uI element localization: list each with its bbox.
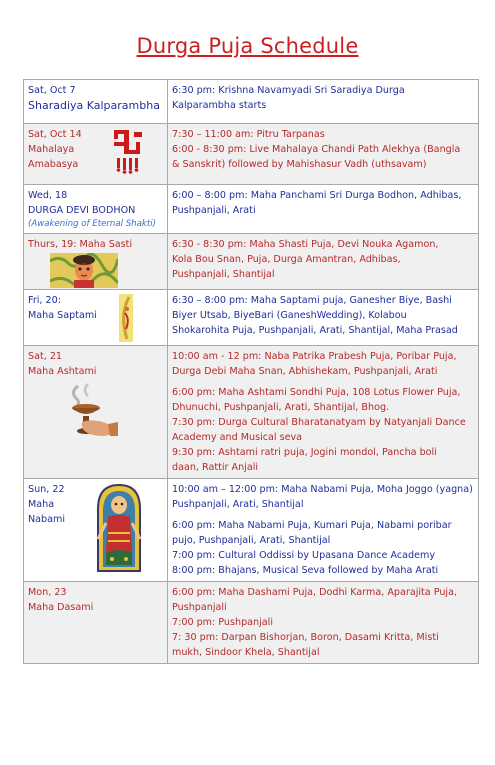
date-cell (24, 124, 168, 185)
dhunuchi-image (62, 382, 120, 440)
event-line: 7:00 pm: Pushpanjali (172, 617, 274, 628)
date-cell (24, 234, 168, 290)
date-cell (24, 582, 168, 664)
event-line: Pushpanjali, Shantijal (172, 269, 275, 280)
row-date: Sat, 21 (28, 351, 63, 362)
event-line: 6:00 pm: Maha Dashami Puja, Dodhi Karma, Aparajita Puja, (172, 587, 458, 598)
table-row (24, 290, 479, 346)
date-cell (24, 80, 168, 124)
event-line: pujo, Pushpanjali, Arati, Shantijal (172, 535, 331, 546)
event-line: 6:00 pm: Maha Nabami Puja, Kumari Puja, Nabami poribar (172, 520, 452, 531)
row-name-line: Amabasya (28, 159, 79, 170)
event-line: Shokarohita Puja, Pushpanjali, Arati, Shantijal, Maha Prasad (172, 325, 458, 336)
events-cell (168, 290, 479, 346)
row-date: Fri, 20: (28, 295, 61, 306)
row-name-line: Mahalaya (28, 144, 75, 155)
table-row (24, 479, 479, 582)
date-cell (24, 185, 168, 234)
event-line: 6:00 – 8:00 pm: Maha Panchami Sri Durga Bodhon, Adhibas, (172, 190, 462, 201)
table-row (24, 346, 479, 479)
event-line: daan, Rattir Anjali (172, 462, 259, 473)
schedule-table (23, 79, 479, 664)
row-note: (Awakening of Eternal Shakti) (28, 219, 156, 229)
row-date: Sat, Oct 7 (28, 85, 76, 96)
event-line: 7: 30 pm: Darpan Bishorjan, Boron, Dasami Kritta, Misti (172, 632, 439, 643)
row-name-line: Nabami (28, 514, 66, 525)
event-line: 6:30 pm: Krishna Navamyadi Sri Saradiya Durga (172, 85, 405, 96)
events-cell (168, 479, 479, 582)
row-name: Sharadiya Kalparambha (28, 99, 160, 112)
mahalaya-symbol-icon (110, 128, 146, 174)
page-title: Durga Puja Schedule (136, 34, 359, 58)
row-date: Sat, Oct 14 (28, 129, 82, 140)
event-line: 10:00 am - 12 pm: Naba Patrika Prabesh Puja, Poribar Puja, (172, 351, 457, 362)
nabami-goddess-image (94, 483, 144, 575)
table-row (24, 80, 479, 124)
row-name: Maha Ashtami (28, 366, 97, 377)
event-line: 7:30 – 11:00 am: Pitru Tarpanas (172, 129, 325, 140)
date-cell (24, 479, 168, 582)
event-line: 6:30 – 8:00 pm: Maha Saptami puja, Ganesher Biye, Bashi (172, 295, 452, 306)
event-line: Biyer Utsab, BiyeBari (GaneshWedding), Kolabou (172, 310, 407, 321)
event-line: Pushpanjali, Arati, Shantijal (172, 499, 304, 510)
row-name: Maha Dasami (28, 602, 94, 613)
table-row (24, 124, 479, 185)
row-name: DURGA DEVI BODHON (28, 205, 136, 216)
event-line: Kola Bou Snan, Puja, Durga Amantran, Adhibas, (172, 254, 401, 265)
event-line: 6:00 pm: Maha Ashtami Sondhi Puja, 108 Lotus Flower Puja, (172, 387, 461, 398)
event-line: & Sanskrit) followed by Mahishasur Vadh (uthsavam) (172, 159, 427, 170)
event-line: Academy and Musical seva (172, 432, 303, 443)
events-cell (168, 185, 479, 234)
events-cell (168, 124, 479, 185)
event-line: 10:00 am – 12:00 pm: Maha Nabami Puja, Moha Joggo (yagna) (172, 484, 473, 495)
events-cell (168, 582, 479, 664)
row-date: Sun, 22 (28, 484, 65, 495)
event-line: Pushpanjali (172, 602, 227, 613)
event-line: Kalparambha starts (172, 100, 267, 111)
row-date: Mon, 23 (28, 587, 67, 598)
row-date: Wed, 18 (28, 190, 68, 201)
events-cell (168, 346, 479, 479)
event-line: Durga Debi Maha Snan, Abhishekam, Pushpanjali, Arati (172, 366, 438, 377)
event-line: 8:00 pm: Bhajans, Musical Seva followed by Maha Arati (172, 565, 439, 576)
events-cell (168, 80, 479, 124)
table-row (24, 234, 479, 290)
row-name-line: Maha (28, 499, 55, 510)
event-line: Pushpanjali, Arati (172, 205, 256, 216)
event-line: Dhunuchi, Pushpanjali, Arati, Shantijal, Bhog. (172, 402, 390, 413)
row-name: Maha Saptami (28, 310, 97, 321)
event-line: 6:00 - 8:30 pm: Live Mahalaya Chandi Path Alekhya (Bangla (172, 144, 461, 155)
table-row (24, 582, 479, 664)
row-date: Thurs, 19: Maha Sasti (28, 239, 133, 250)
date-cell (24, 346, 168, 479)
event-line: 9:30 pm: Ashtami ratri puja, Jogini mondol, Pancha boli (172, 447, 437, 458)
table-row (24, 185, 479, 234)
event-line: 7:00 pm: Cultural Oddissi by Upasana Dance Academy (172, 550, 436, 561)
kolabou-image (118, 293, 134, 343)
events-cell (168, 234, 479, 290)
event-line: mukh, Sindoor Khela, Shantijal (172, 647, 320, 658)
date-cell (24, 290, 168, 346)
event-line: 6:30 - 8:30 pm: Maha Shasti Puja, Devi Nouka Agamon, (172, 239, 439, 250)
durga-face-image (50, 253, 118, 288)
event-line: 7:30 pm: Durga Cultural Bharatanatyam by Natyanjali Dance (172, 417, 466, 428)
